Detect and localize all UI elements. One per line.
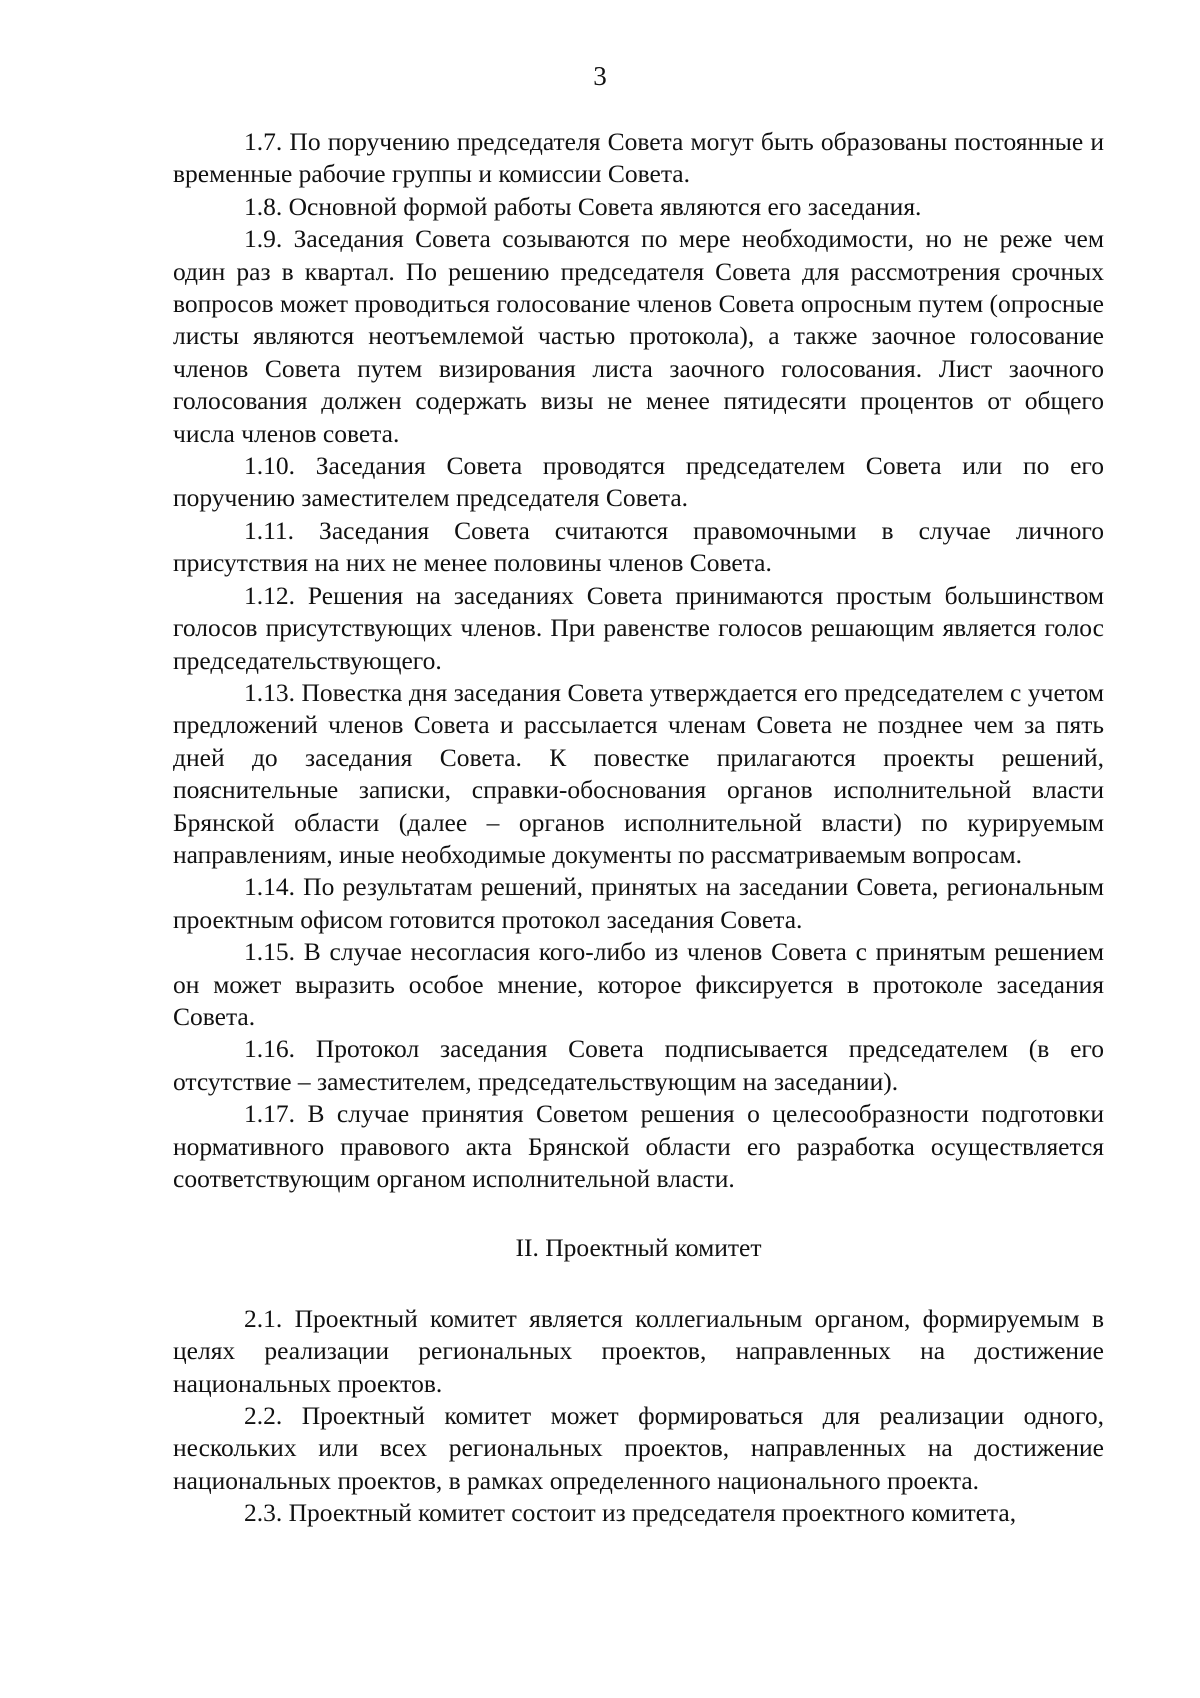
paragraph-1-12: 1.12. Решения на заседаниях Совета принимаются простым большинством голосов присутствующих членов. При равенстве голосов решающим является голос председательствующего. — [173, 580, 1104, 675]
paragraph-1-14: 1.14. По результатам решений, принятых на заседании Совета, региональным проектным офисом готовится протокол заседания Совета. — [173, 872, 1104, 934]
paragraph-1-15: 1.15. В случае несогласия кого-либо из членов Совета с принятым решением он может выразить особое мнение, которое фиксируется в протоколе заседания Совета. — [173, 937, 1104, 1031]
paragraph-2-2: 2.2. Проектный комитет может формироваться для реализации одного, нескольких или всех региональных проектов, направленных на достижение национальных проектов, в рамках определенного национального проекта. — [173, 1401, 1104, 1495]
paragraph-1-11: 1.11. Заседания Совета считаются правомочными в случае личного присутствия на них не менее половины членов Совета. — [173, 515, 1104, 578]
paragraph-1-17: 1.17. В случае принятия Советом решения о целесообразности подготовки нормативного правового акта Брянской области его разработка осуществляется соответствующим органом исполнительной власти. — [173, 1099, 1104, 1193]
page-number: 3 — [593, 61, 607, 91]
document-body — [173, 126, 1104, 1530]
paragraph-1-10: 1.10. Заседания Совета проводятся председателем Совета или по его поручению заместителем председателя Совета. — [173, 451, 1104, 513]
section-heading: II. Проектный комитет — [515, 1233, 762, 1263]
paragraph-1-7: 1.7. По поручению председателя Совета могут быть образованы постоянные и временные рабочие группы и комиссии Совета. — [173, 127, 1104, 189]
paragraph-2-1: 2.1. Проектный комитет является коллегиальным органом, формируемым в целях реализации региональных проектов, направленных на достижение национальных проектов. — [173, 1303, 1104, 1398]
paragraph-1-8: 1.8. Основной формой работы Совета являются его заседания. — [244, 191, 922, 221]
paragraph-1-13: 1.13. Повестка дня заседания Совета утверждается его председателем с учетом предложений членов Совета и рассылается членам Совета не позднее чем за пять дней до заседания Совета. К повестке прилагаются проекты решений, пояснительные записки, справки-обоснования органов исполнительной власти Брянской области (далее – органов исполнительной власти) по курируемым направлениям, иные необходимые документы по рассматриваемым вопросам. — [173, 677, 1104, 869]
paragraph-1-9: 1.9. Заседания Совета созываются по мере необходимости, но не реже чем один раз в квартал. По решению председателя Совета для рассмотрения срочных вопросов может проводиться голосование членов Совета опросным путем (опросные листы являются неотъемлемой частью протокола), а также заочное голосование членов Совета путем визирования листа заочного голосования. Лист заочного голосования должен содержать визы не менее пятидесяти процентов от общего числа членов совета. — [173, 224, 1104, 448]
paragraph-1-16: 1.16. Протокол заседания Совета подписывается председателем (в его отсутствие – заместителем, председательствующим на заседании). — [173, 1034, 1104, 1096]
paragraph-2-3: 2.3. Проектный комитет состоит из председателя проектного комитета, — [244, 1498, 1017, 1528]
